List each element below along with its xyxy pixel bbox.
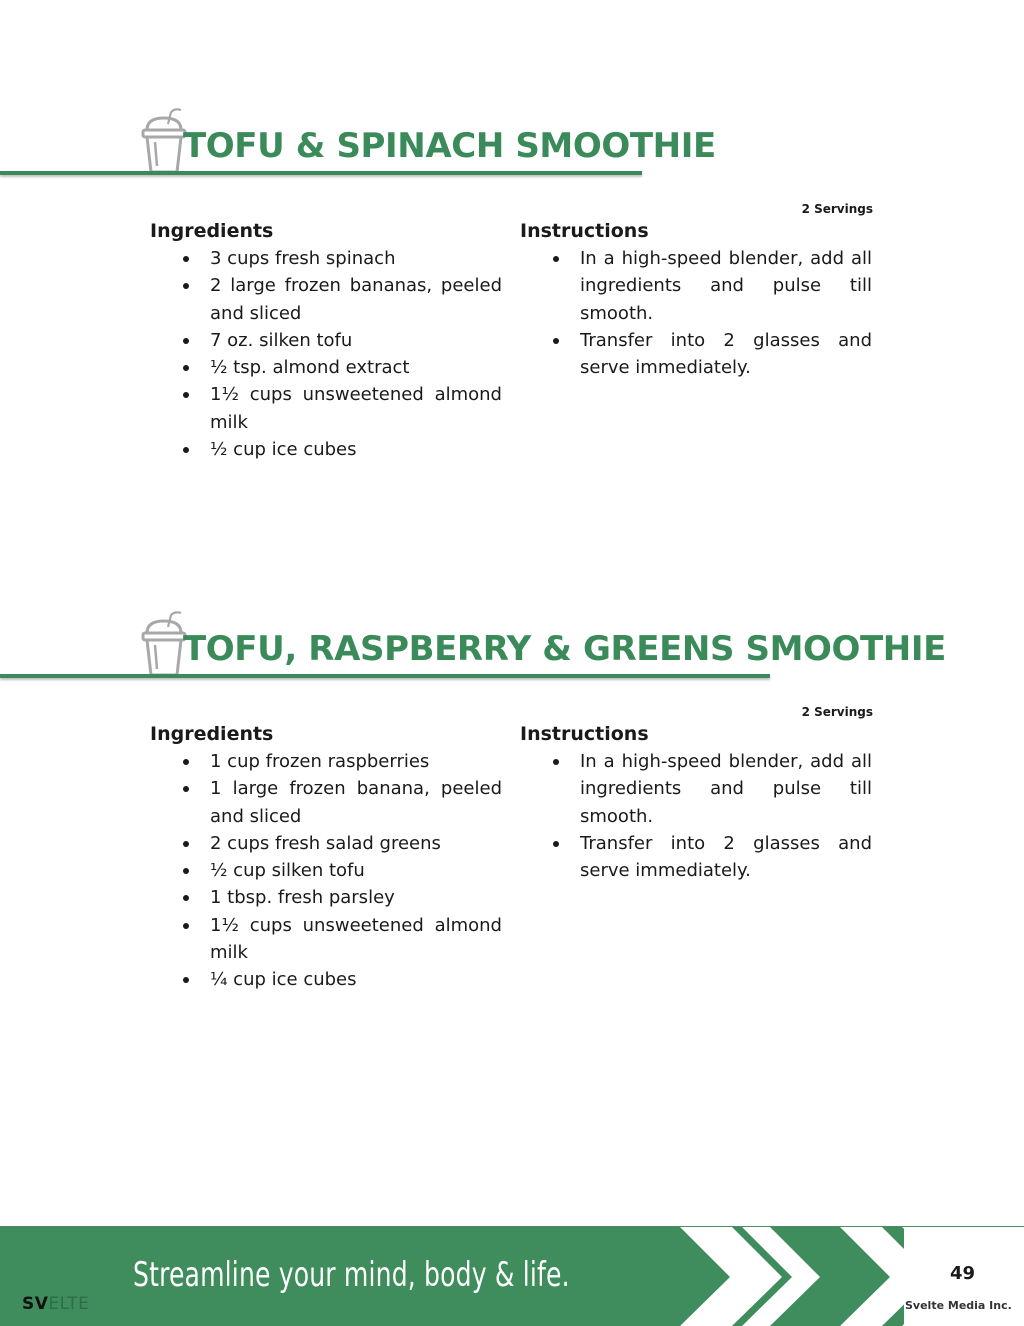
ingredients-list — [150, 245, 502, 463]
recipe-title: TOFU, RASPBERRY & GREENS SMOOTHIE — [183, 629, 946, 669]
list-item: 1 tbsp. fresh parsley — [150, 884, 502, 911]
list-item: ½ cup silken tofu — [150, 857, 502, 884]
instructions-column — [520, 721, 872, 884]
list-item: 1 large frozen banana, peeled and sliced — [150, 775, 502, 830]
title-underline — [0, 171, 642, 175]
servings-label: 2 Servings — [801, 705, 873, 719]
smoothie-cup-icon — [141, 611, 187, 677]
ingredients-heading: Ingredients — [150, 723, 274, 745]
servings-label: 2 Servings — [801, 202, 873, 216]
list-item: 2 cups fresh salad greens — [150, 830, 502, 857]
list-item: 1 cup frozen raspberries — [150, 748, 502, 775]
list-item: Transfer into 2 glasses and serve immediately. — [520, 327, 872, 382]
company-name: Svelte Media Inc. — [905, 1299, 1012, 1312]
ingredients-list — [150, 748, 502, 994]
recipe-title: TOFU & SPINACH SMOOTHIE — [183, 126, 716, 166]
list-item: ½ tsp. almond extract — [150, 354, 502, 381]
list-item: 1½ cups unsweetened almond milk — [150, 912, 502, 967]
page-number: 49 — [950, 1263, 976, 1284]
ingredients-column — [150, 721, 502, 994]
list-item: Transfer into 2 glasses and serve immediately. — [520, 830, 872, 885]
instructions-column — [520, 218, 872, 381]
list-item: ¼ cup ice cubes — [150, 966, 502, 993]
list-item: ½ cup ice cubes — [150, 436, 502, 463]
instructions-heading: Instructions — [520, 220, 649, 242]
list-item: 3 cups fresh spinach — [150, 245, 502, 272]
list-item: 7 oz. silken tofu — [150, 327, 502, 354]
footer-tagline: Streamline your mind, body & life. — [133, 1255, 570, 1295]
instructions-heading: Instructions — [520, 723, 649, 745]
logo-text-b: ELTE — [48, 1294, 90, 1314]
page-footer — [0, 1226, 1024, 1326]
instructions-list — [520, 245, 872, 381]
list-item: In a high-speed blender, add all ingredients and pulse till smooth. — [520, 245, 872, 327]
logo-text-a: SV — [22, 1294, 49, 1314]
list-item: 2 large frozen bananas, peeled and sliced — [150, 272, 502, 327]
list-item: In a high-speed blender, add all ingredients and pulse till smooth. — [520, 748, 872, 830]
smoothie-cup-icon — [141, 108, 187, 174]
instructions-list — [520, 748, 872, 884]
title-underline — [0, 674, 770, 678]
ingredients-column — [150, 218, 502, 463]
list-item: 1½ cups unsweetened almond milk — [150, 381, 502, 436]
ingredients-heading: Ingredients — [150, 220, 274, 242]
svelte-logo — [22, 1294, 89, 1314]
